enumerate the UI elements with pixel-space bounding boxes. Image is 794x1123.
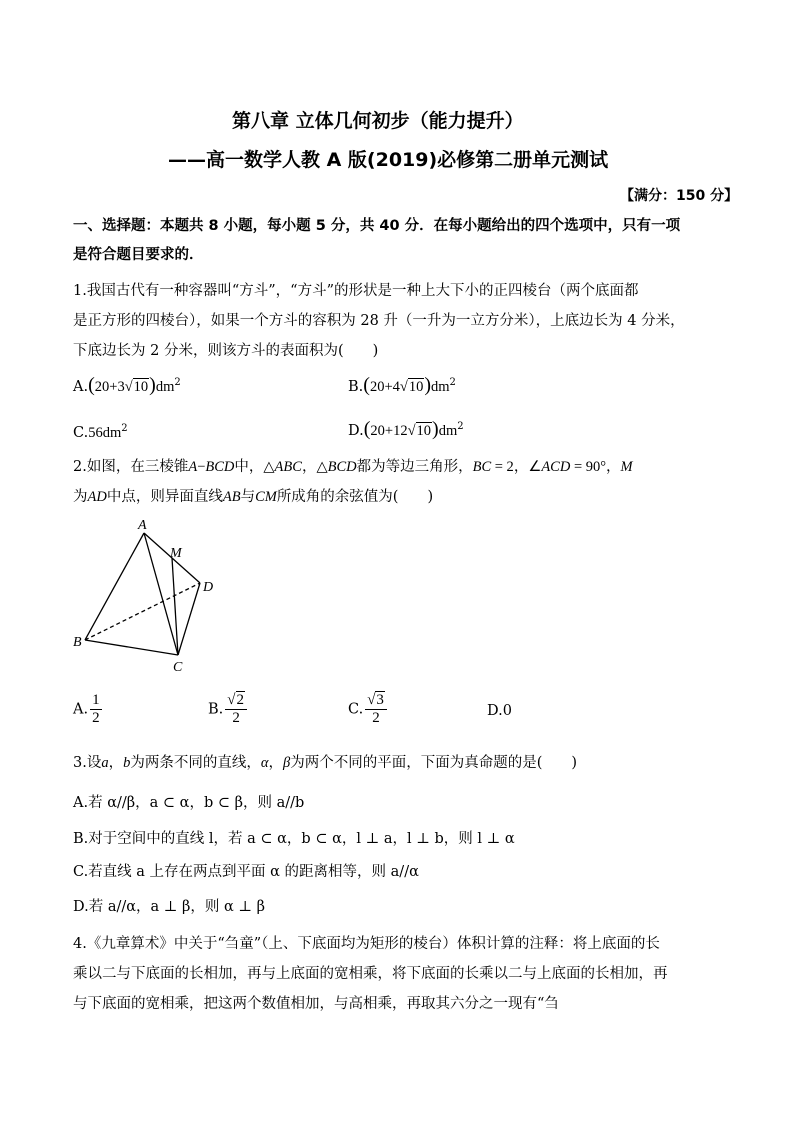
var: β [282,755,291,771]
edge-bd-hidden [85,583,200,640]
text: 中， [234,459,264,475]
vertex-label-c: C [173,660,183,675]
vertex-label-b: B [73,635,82,650]
var: AD [87,489,107,505]
option-label: D. [348,422,364,439]
var: a [101,755,109,771]
var: AB [222,489,241,505]
vertex-label-m: M [170,546,182,561]
q3-option-b: B.对于空间中的直线 l，若 a ⊂ α，b ⊂ α，l ⊥ a，l ⊥ b，则 l ⊥ α [73,831,515,847]
q2-option-b: B. $\frac{√2}{2}$ [208,692,249,727]
exponent: 2 [457,421,464,432]
option-label: A. [73,378,89,395]
q2-option-a [73,692,104,727]
text: ， [301,459,317,475]
option-label: A. [73,701,89,718]
text: 中点，则异面直线 [106,489,223,505]
option-label: B. [208,701,224,718]
q4-line-3: 与下底面的宽相乘，把这两个数值相加，与高相乘，再取其六分之一现有“刍 [73,996,559,1012]
radicand: 10 [416,422,432,439]
q1-line-2: 是正方形的四棱台），如果一个方斗的容积为 28 升（一升为一立方分米），上底边长为 4 分米， [73,313,685,329]
var: A [188,459,198,475]
title-line-1: 第八章 立体几何初步（能力提升） [232,110,524,132]
section-heading-line-1: 一、选择题：本题共 8 小题，每小题 5 分，共 40 分．在每小题给出的四个选项中，只有一项 [73,218,681,234]
unit: dm [155,378,175,395]
var: BCD [327,459,357,475]
text: 为两条不同的直线， [130,755,261,771]
tetrahedron-figure [60,510,240,675]
text: 3.设 [73,755,102,771]
edge-ab [85,533,144,640]
exponent: 2 [449,377,456,388]
text: ， [513,459,529,475]
expr: 20+4 [369,378,400,395]
title-line-2: ——高一数学人教 A 版(2019)必修第二册单元测试 [168,149,609,171]
expr: 20+12 [370,422,408,439]
text: 都为等边三角形， [356,459,473,475]
text: 为 [73,489,88,505]
q4-line-2: 乘以二与下底面的长相加，再与上底面的宽相乘，将下底面的长乘以二与上底面的长相加，再 [73,966,668,982]
expr: 20+3 [94,378,125,395]
text: 为两个不同的平面，下面为真命题的是( ) [290,755,578,771]
option-label: B. [348,378,364,395]
q2-line-1 [73,457,633,477]
expr: 56dm [88,424,122,441]
var: b [123,755,131,771]
op: − [197,459,206,475]
symbol: △ [263,459,275,475]
text: 2.如图，在三棱锥 [73,459,189,475]
radicand: 10 [408,378,424,395]
q3-option-d: D.若 a//α，a ⊥ β，则 α ⊥ β [73,899,266,915]
q3-option-a: A.若 α//β，a ⊂ α，b ⊂ β，则 a//b [73,795,305,811]
text: ， [108,755,124,771]
denominator: 2 [232,710,240,726]
numerator: 1 [92,692,100,708]
q2-option-d: D.0 [487,703,512,719]
text: ， [268,755,283,771]
segment-cm [172,558,178,655]
section-heading-line-2: 是符合题目要求的． [73,247,204,263]
denominator: 2 [372,710,380,726]
var: BCD [205,459,235,475]
option-label: C. [73,424,89,441]
edge-cd [178,583,200,655]
denominator: 2 [92,710,100,726]
vertex-label-d: D [203,580,214,595]
q1-line-3: 下底边长为 2 分米，则该方斗的表面积为( ) [73,343,379,359]
exponent: 2 [121,423,128,434]
q2-line-2 [73,487,433,507]
var: ABC [274,459,302,475]
radicand: 3 [376,692,384,708]
option-label: C. [348,701,364,718]
q4-line-1: 4.《九章算术》中关于“刍童”（上、下底面均为矩形的棱台）体积计算的注释：将上底面的长 [73,936,660,952]
q3-option-c: C.若直线 a 上存在两点到平面 α 的距离相等，则 a//α [73,864,419,880]
vertex-label-a: A [138,518,147,533]
text: ， [606,459,621,475]
q3-stem [73,753,577,773]
exponent: 2 [174,377,181,388]
q1-option-c [73,419,128,443]
var: M [620,459,633,475]
var: CM [255,489,277,505]
q2-option-c: C. $\frac{√3}{2}$ [348,692,389,727]
text: 所成角的余弦值为( ) [276,489,434,505]
value: = 90° [570,459,607,475]
value: = 2 [491,459,514,475]
symbol: △ [316,459,328,475]
unit: dm [431,378,450,395]
edge-bc [85,640,178,655]
text: 与 [240,489,256,505]
q1-line-1: 1.我国古代有一种容器叫“方斗”，“方斗”的形状是一种上大下小的正四棱台（两个底面都 [73,283,639,299]
var: BC [472,459,492,475]
radicand: 2 [236,692,244,708]
score-label: 【满分：150 分】 [620,188,739,204]
symbol: ∠ [528,459,542,475]
q1-option-a: $A.(20+3√10)dm^2$ [73,373,181,396]
q1-option-b: $B.(20+4√10)dm^2$ [348,373,456,396]
radicand: 10 [133,378,149,395]
var: ACD [541,459,571,475]
q1-option-d: $D.(20+12√10)dm^2$ [348,417,464,440]
var: α [260,755,269,771]
unit: dm [438,422,458,439]
